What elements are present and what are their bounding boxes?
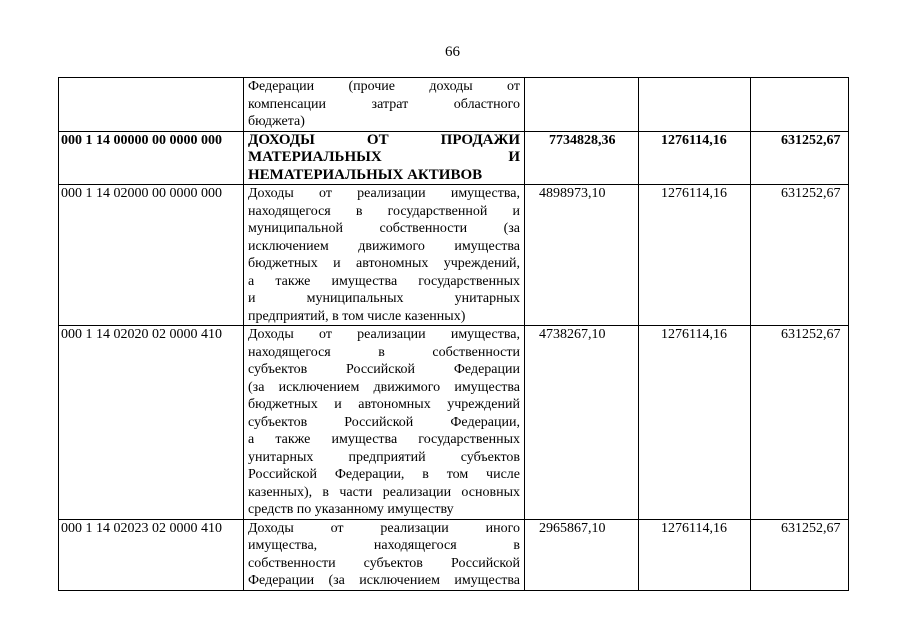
description-line: а также имущества государственных — [248, 273, 520, 289]
budget-code-cell — [59, 78, 244, 132]
budget-code-cell: 000 1 14 00000 00 0000 000 — [59, 131, 244, 185]
budget-code-cell: 000 1 14 02020 02 0000 410 — [59, 326, 244, 520]
description-line: (за исключением движимого имущества — [248, 379, 520, 395]
page-number: 66 — [445, 44, 460, 60]
description-line: находящегося в государственной и — [248, 203, 520, 219]
amount-cell-1: 4898973,10 — [525, 185, 639, 326]
description-line: а также имущества государственных — [248, 432, 520, 447]
table-row — [59, 131, 849, 185]
budget-code-cell: 000 1 14 02023 02 0000 410 — [59, 519, 244, 590]
description-line: субъектов Российской Федерации — [248, 362, 520, 377]
description-line: бюджетных и автономных учреждений — [248, 397, 520, 412]
description-line: находящегося в собственности — [248, 344, 520, 360]
description-line: Доходы от реализации имущества, — [248, 327, 520, 342]
description-line: Российской Федерации, в том числе — [248, 467, 520, 482]
amount-cell-2: 1276114,16 — [639, 519, 751, 590]
description-line: Доходы от реализации иного — [248, 520, 520, 536]
amount-cell-1 — [525, 78, 639, 132]
description-cell — [244, 185, 525, 326]
description-line: предприятий, в том числе казенных) — [248, 308, 466, 324]
description-line: и муниципальных унитарных — [248, 291, 520, 306]
description-line: собственности субъектов Российской — [248, 555, 520, 571]
description-line: НЕМАТЕРИАЛЬНЫХ АКТИВОВ — [248, 166, 483, 183]
table-row — [59, 326, 849, 520]
description-line: субъектов Российской Федерации, — [248, 414, 520, 430]
amount-cell-2: 1276114,16 — [639, 131, 751, 185]
description-line: имущества, находящегося в — [248, 538, 520, 553]
amount-cell-2: 1276114,16 — [639, 185, 751, 326]
amount-cell-3: 631252,67 — [751, 131, 849, 185]
description-line: исключением движимого имущества — [248, 238, 520, 254]
revenue-table — [58, 77, 849, 591]
amount-cell-1: 2965867,10 — [525, 519, 639, 590]
description-line: муниципальной собственности (за — [248, 221, 520, 236]
amount-cell-3: 631252,67 — [751, 519, 849, 590]
description-line: средств по указанному имуществу — [248, 502, 454, 517]
description-line: унитарных предприятий субъектов — [248, 449, 520, 465]
amount-cell-3: 631252,67 — [751, 326, 849, 520]
description-cell — [244, 78, 525, 132]
description-line: МАТЕРИАЛЬНЫХ И — [248, 149, 520, 165]
amount-cell-3: 631252,67 — [751, 185, 849, 326]
description-line: казенных), в части реализации основных — [248, 484, 520, 500]
description-line: бюджетных и автономных учреждений, — [248, 256, 520, 271]
description-line: бюджета) — [248, 114, 305, 129]
description-line: Федерации (прочие доходы от — [248, 79, 520, 94]
amount-cell-2 — [639, 78, 751, 132]
description-cell — [244, 131, 525, 185]
description-line: Доходы от реализации имущества, — [248, 186, 520, 201]
amount-cell-2: 1276114,16 — [639, 326, 751, 520]
description-line: ДОХОДЫ ОТ ПРОДАЖИ — [248, 131, 520, 148]
budget-code-cell: 000 1 14 02000 00 0000 000 — [59, 185, 244, 326]
table-row — [59, 185, 849, 326]
description-cell — [244, 326, 525, 520]
amount-cell-1: 4738267,10 — [525, 326, 639, 520]
amount-cell-3 — [751, 78, 849, 132]
description-line: Федерации (за исключением имущества — [248, 573, 520, 588]
amount-cell-1: 7734828,36 — [525, 131, 639, 185]
description-line: компенсации затрат областного — [248, 96, 520, 112]
table-row — [59, 519, 849, 590]
description-cell — [244, 519, 525, 590]
table-row — [59, 78, 849, 132]
